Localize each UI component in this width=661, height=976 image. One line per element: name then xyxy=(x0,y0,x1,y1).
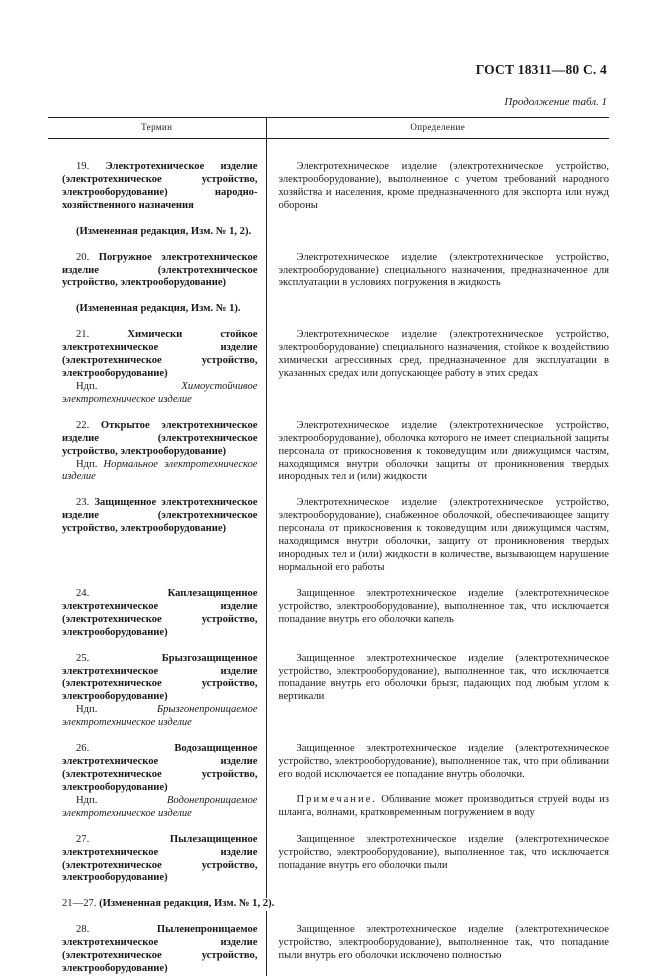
table-row xyxy=(48,497,609,575)
redaction-range: 21—27. xyxy=(62,898,97,910)
note-label: Примечание. xyxy=(296,793,377,805)
table-row xyxy=(48,420,609,485)
definition-note xyxy=(279,794,610,820)
term-cell xyxy=(48,420,266,485)
term-cell xyxy=(48,743,266,821)
definition-cell xyxy=(266,924,609,976)
definition-cell xyxy=(266,653,609,731)
term-number: 26. xyxy=(76,743,90,755)
definition-text: Электротехническое изделие (электротехническое устройство, электрооборудование) специального назначения, предназначенное для эксплуатации в условиях погружения в жидкость xyxy=(278,251,609,289)
term-text: Каплезащищенное электротехническое изделие (электротехническое устройство, электрооборудование) xyxy=(62,587,258,638)
non-recommended-term: Ндп. Водонепроницаемое электротехническое изделие xyxy=(62,794,258,819)
term-cell xyxy=(48,138,266,212)
terms-table xyxy=(48,117,609,976)
non-recommended-term: Ндп. Нормальное электротехническое изделие xyxy=(62,458,258,483)
term-text: Химически стойкое электротехническое изделие (электротехническое устройство, электрооборудование) xyxy=(62,329,258,380)
term-number: 23. xyxy=(76,497,90,509)
term-number: 20. xyxy=(76,251,90,263)
definition-text: Защищенное электротехническое изделие (электротехническое устройство, электрооборудование), выполненное так, что исключается попадание внутрь его оболочки капель xyxy=(278,587,609,625)
definition-text: Защищенное электротехническое изделие (электротехническое устройство, электрооборудование), выполненное так, что исключается попадание внутрь его оболочки пыли xyxy=(278,833,609,871)
definition-cell xyxy=(266,252,609,291)
definition-cell xyxy=(266,138,609,212)
term-number: 28. xyxy=(76,924,90,936)
non-recommended-term: Ндп. Брызгонепроницаемое электротехническое изделие xyxy=(62,704,258,729)
term-text: Пылезащищенное электротехническое изделие (электротехническое устройство, электрооборудование) xyxy=(62,833,258,884)
term-cell xyxy=(48,834,266,886)
definition-text: Защищенное электротехническое изделие (электротехническое устройство, электрооборудование), выполненное так, что попадание пыли внутрь его оболочки исключено полностью xyxy=(278,924,609,962)
table-row xyxy=(48,138,609,212)
term-text: Водозащищенное электротехническое изделие (электротехническое устройство, электрооборудование) xyxy=(62,743,258,793)
table-row xyxy=(48,924,609,976)
term-number: 25. xyxy=(76,652,90,664)
definition-text: Защищенное электротехническое изделие (электротехническое устройство, электрооборудование), выполненное так, что при обливании его водой исключается ее попадание внутрь оболочки. xyxy=(278,743,609,780)
definition-cell xyxy=(266,420,609,485)
term-text: Погружное электротехническое изделие (электротехническое устройство, электрооборудование) xyxy=(62,251,258,289)
definition-cell xyxy=(266,497,609,575)
redaction-row xyxy=(48,898,609,911)
term-number: 19. xyxy=(76,160,90,172)
table-row xyxy=(48,743,609,821)
redaction-note: (Измененная редакция, Изм. № 1, 2). xyxy=(76,225,252,237)
term-text: Брызгозащищенное электротехническое изделие (электротехническое устройство, электрооборудование) xyxy=(62,652,258,703)
table-row xyxy=(48,329,609,407)
term-text: Защищенное электротехническое изделие (электротехническое устройство, электрооборудование) xyxy=(62,497,258,535)
redaction-note: (Измененная редакция, Изм. № 1, 2). xyxy=(99,898,275,910)
definition-text: Электротехническое изделие (электротехническое устройство, электрооборудование) специального назначения, стойкое к воздействию химически агрессивных сред, предназначенное для эксплуатации в указанных средах или допускающее работу в этих средах xyxy=(278,329,609,380)
table-row xyxy=(48,588,609,640)
term-text: Электротехническое изделие (электротехническое устройство, электрооборудование) народно-хозяйственного назначения xyxy=(62,160,258,211)
column-header-term: Термин xyxy=(48,118,266,139)
term-text: Пыленепроницаемое электротехническое изделие (электротехническое устройство, электрооборудование) xyxy=(62,924,258,975)
definition-text: Электротехническое изделие (электротехническое устройство, электрооборудование), снабженное оболочкой, обеспечивающее защиту персонала от прикосновения к токоведущим или движущимся частям, находящимся внутри оболочки, защиту от проникновения твердых инородных тел и (или) жидкости в количестве, вызывающем нарушение нормальной его работы xyxy=(278,497,609,574)
term-cell xyxy=(48,924,266,976)
table-row xyxy=(48,653,609,731)
redaction-row xyxy=(48,303,609,316)
table-continuation-label: Продолжение табл. 1 xyxy=(504,96,607,108)
column-header-definition: Определение xyxy=(266,118,609,139)
definition-cell xyxy=(266,329,609,407)
definition-cell xyxy=(266,834,609,886)
definition-cell xyxy=(266,743,609,821)
redaction-row xyxy=(48,226,609,239)
table-header-row xyxy=(48,118,609,139)
term-number: 24. xyxy=(76,587,90,599)
term-cell xyxy=(48,497,266,575)
term-number: 21. xyxy=(76,329,90,341)
term-cell xyxy=(48,252,266,291)
term-number: 27. xyxy=(76,833,90,845)
term-cell xyxy=(48,329,266,407)
non-recommended-term: Ндп. Химоустойчивое электротехническое изделие xyxy=(62,380,258,405)
table-row xyxy=(48,834,609,886)
page-header: ГОСТ 18311—80 С. 4 xyxy=(475,62,607,77)
redaction-note: (Измененная редакция, Изм. № 1). xyxy=(76,303,241,315)
definition-cell xyxy=(266,588,609,640)
term-text: Открытое электротехническое изделие (электротехническое устройство, электрооборудование) xyxy=(62,419,258,457)
term-number: 22. xyxy=(76,419,90,431)
definition-text: Электротехническое изделие (электротехническое устройство, электрооборудование), выполненное с учетом требований народного хозяйства и населения, кроме предназначенного для экспорта или нужд обороны xyxy=(278,160,609,211)
term-cell xyxy=(48,653,266,731)
term-cell xyxy=(48,588,266,640)
definition-text: Электротехническое изделие (электротехническое устройство, электрооборудование), оболочка которого не имеет специальной защиты персонала от прикосновения к токоведущим или движущимся частям, находящимся внутри оболочки защиты от проникновения твердых инородных тел и (или) жидкости xyxy=(278,419,609,483)
definition-text: Защищенное электротехническое изделие (электротехническое устройство, электрооборудование), выполненное так, что исключается попадание внутрь его оболочки брызг, падающих под любым углом к вертикали xyxy=(278,652,609,703)
table-row xyxy=(48,252,609,291)
note-text: Обливание может производиться струей воды из шланга, волнами, кратковременным погружением в воду xyxy=(278,793,609,818)
